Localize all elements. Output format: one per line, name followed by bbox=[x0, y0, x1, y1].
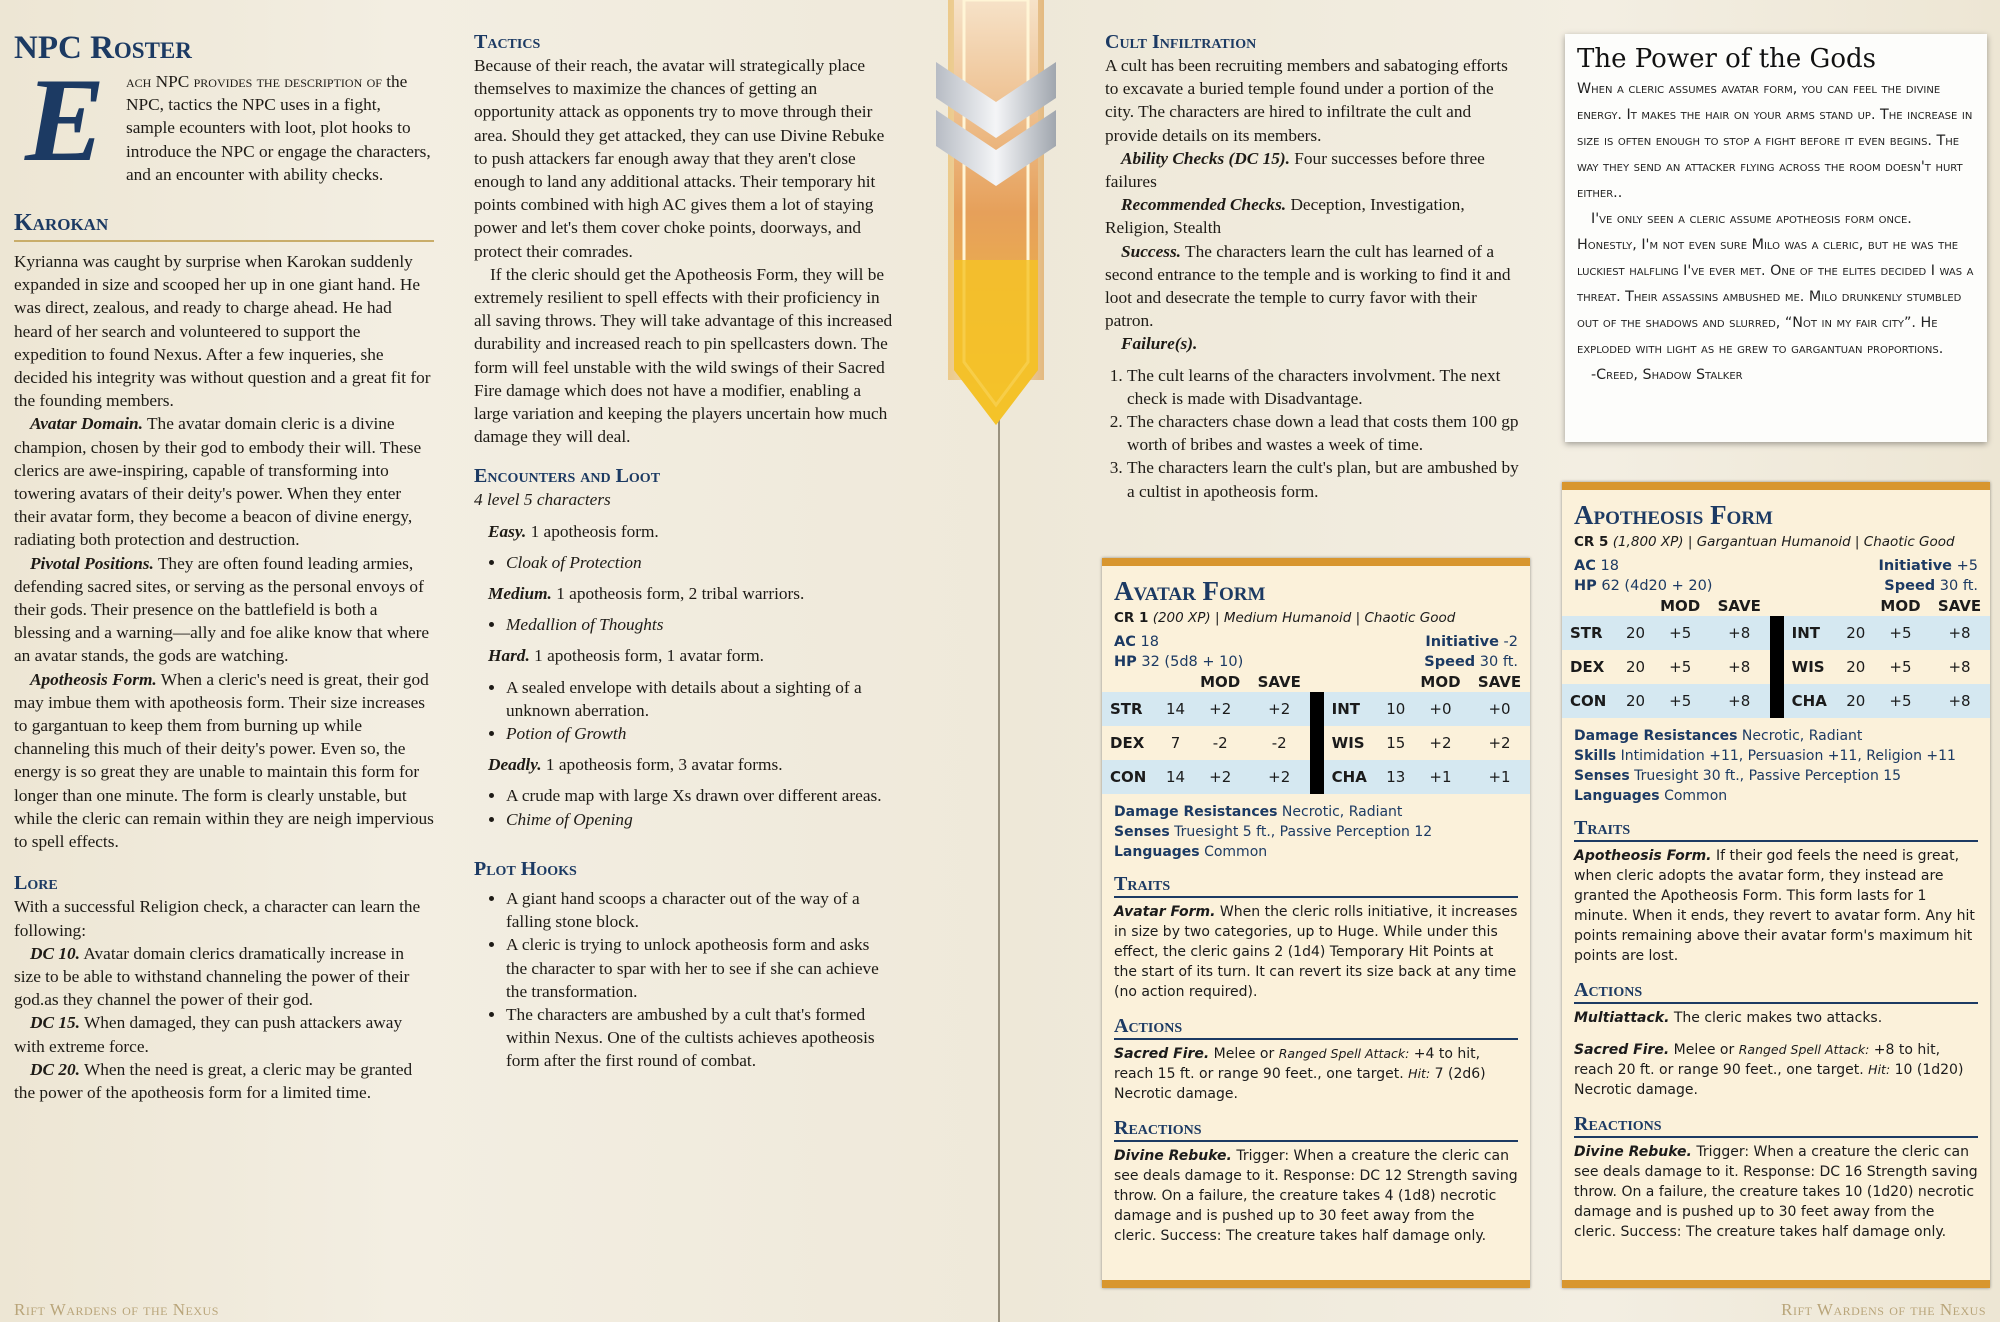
note-p2: I've only seen a cleric assume apotheosis form once. Honestly, I'm not even sure Milo was a cleric, but he was the luckiest halfling I've ever met. One of the elites decided I was a threat. Their assassins ambushed me. Milo drunkenly stumbled out of the shadows and slurred, “Not in my fair city”. He exploded with light as he grew to gargantuan proportions. bbox=[1577, 211, 1974, 357]
hp-speed-row: HP 62 (4d20 + 20) Speed 30 ft. bbox=[1574, 578, 1978, 594]
list-item: • A giant hand scoops a character out of the way of a falling stone block. bbox=[506, 887, 894, 933]
left-column-2 bbox=[474, 30, 894, 1073]
table-row: DEX 7 -2 -2 WIS 15 +2 +2 bbox=[1102, 726, 1530, 760]
karokan-heading: Karokan bbox=[14, 210, 109, 237]
encounter-easy: Easy. 1 apotheosis form. bbox=[488, 521, 659, 541]
encounters-sub: 4 level 5 characters bbox=[474, 490, 611, 510]
note-title: The Power of the Gods bbox=[1577, 44, 1876, 74]
cult-ability-checks: Ability Checks (DC 15). Four successes before three failures bbox=[1105, 148, 1485, 192]
list-item: • A crude map with large Xs drawn over different areas. bbox=[506, 784, 894, 807]
intro-block bbox=[14, 53, 434, 186]
medium-loot-list bbox=[474, 613, 894, 636]
plot-hooks-list bbox=[474, 887, 894, 1073]
deadly-loot-list bbox=[474, 784, 894, 830]
list-item: • The characters are ambushed by a cult that's formed within Nexus. One of the cultists achieves apotheosis form after the first round of combat. bbox=[506, 1003, 894, 1073]
encounter-hard: Hard. 1 apotheosis form, 1 avatar form. bbox=[488, 646, 764, 666]
tactics-p2: If the cleric should get the Apotheosis Form, they will be extremely resilient to spell effects with their proficiency in all saving throws. They will take advantage of this increased durability and increased reach to pin spellcasters down. The form will feel unstable with the wild swings of their Sacred Fire damage which does not have a modifier, enabling a large variation and keeping the players uncertain how much damage they will deal. bbox=[474, 264, 893, 447]
statblock-subtitle: CR 1 (200 XP) | Medium Humanoid | Chaotic Good bbox=[1114, 610, 1456, 626]
note-p1: When a cleric assumes avatar form, you can feel the divine energy. It makes the hair on your arms stand up. The increase in size is often enough to stop a fight before it even begins. The way they send an attacker flying across the room doesn't hurt either.. bbox=[1577, 81, 1973, 201]
statblock-title: Avatar Form bbox=[1114, 576, 1266, 606]
right-page bbox=[1000, 0, 2000, 1322]
encounter-medium: Medium. 1 apotheosis form, 2 tribal warriors. bbox=[488, 584, 805, 604]
statblock-traits: Traits Avatar Form. When the cleric rolls initiative, it increases in size by two categories, up to Huge. While under this effect, the cleric gains 2 (1d4) Temporary Hit Points at the start of its turn. It can revert its size back at any time (no action required). Actions Sacred Fire. Melee or Ranged Spell Attack: +4 to hit, reach 15 ft. or range 90 feet., one target. Hit: 7 (2d6) Necrotic damage. Reactions Divine Rebuke. Trigger: When a creature the cleric can see deals damage to it. Response: DC 12 Strength saving throw. On a failure, the creature takes 4 (1d8) necrotic damage and is pushed up to 30 feet away from the cleric. Success: The creature takes half damage only. bbox=[1114, 873, 1518, 1244]
left-column-1 bbox=[14, 30, 434, 1104]
table-row: CON 20 +5 +8 CHA 20 +5 +8 bbox=[1562, 684, 1990, 718]
lore-heading: Lore bbox=[14, 872, 58, 895]
easy-loot-list bbox=[474, 551, 894, 574]
cult-recommended: Recommended Checks. Deception, Investigation, Religion, Stealth bbox=[1105, 195, 1465, 238]
lore-dc20: DC 20. When the need is great, a cleric may be granted the power of the apotheosis form for a limited time. bbox=[14, 1059, 413, 1102]
apotheosis-form-statblock bbox=[1562, 482, 1990, 1288]
list-item: • Cloak of Protection bbox=[506, 551, 894, 574]
ability-table: MOD SAVE MOD SAVE STR 14 +2 +2 INT 10 +0 +0 DEX 7 -2 -2 WIS 15 +2 +2 CON 14 +2 +2 CHA 13 +1 +1 bbox=[1102, 672, 1530, 794]
cult-failure-list bbox=[1105, 364, 1525, 503]
avatar-domain-para: Avatar Domain. The avatar domain cleric is a divine champion, chosen by their god to embody their will. These clerics are awe-inspiring, capable of transforming into towering avatars of their deity's power. When they enter their avatar form, they become a beacon of divine energy, radiating both protection and destruction. bbox=[14, 414, 422, 550]
ribbon-banner-icon bbox=[936, 0, 1056, 430]
ac-initiative-row: AC 18 Initiative -2 bbox=[1114, 634, 1518, 650]
table-row: STR 20 +5 +8 INT 20 +5 +8 bbox=[1562, 616, 1990, 650]
statblock-properties: Damage Resistances Necrotic, Radiant Skills Intimidation +11, Persuasion +11, Religion +11 Senses Truesight 30 ft., Passive Perception 15 Languages Common bbox=[1574, 728, 1956, 804]
list-item: • Chime of Opening bbox=[506, 808, 894, 831]
lore-dc10: DC 10. Avatar domain clerics dramatically increase in size to be able to withstand channeling the power of their god.as they channel the power of their god. bbox=[14, 943, 410, 1010]
left-footer: Rift Wardens of the Nexus bbox=[14, 1300, 219, 1319]
hard-loot-list bbox=[474, 676, 894, 746]
table-row: CON 14 +2 +2 CHA 13 +1 +1 bbox=[1102, 760, 1530, 794]
cult-heading: Cult Infiltration bbox=[1105, 31, 1257, 53]
list-item: 2. The characters chase down a lead that costs them 100 gp worth of bribes and wastes a week of time. bbox=[1127, 410, 1525, 456]
list-item: • A sealed envelope with details about a sighting of a unknown aberration. bbox=[506, 676, 894, 722]
statblock-traits: Traits Apotheosis Form. If their god feels the need is great, when cleric adopts the avatar form, they instead are granted the Apotheosis Form. This form lasts for 1 minute. When it ends, they revert to avatar form. Any hit points remaining above their avatar form's maximum hit points are lost. Actions Multiattack. The cleric makes two attacks. Sacred Fire. Melee or Ranged Spell Attack: +8 to hit, reach 20 ft. or range 90 feet., one target. Hit: 10 (1d20) Necrotic damage. Reactions Divine Rebuke. Trigger: When a creature the cleric can see deals damage to it. Response: DC 16 Strength saving throw. On a failure, the creature takes 10 (1d20) necrotic damage and is pushed up to 30 feet away from the cleric. Success: The creature takes half damage only. bbox=[1574, 817, 1978, 1240]
lore-intro: With a successful Religion check, a character can learn the following: bbox=[14, 897, 421, 940]
heading-rule bbox=[14, 240, 434, 242]
cult-column bbox=[1105, 30, 1525, 503]
table-row: DEX 20 +5 +8 WIS 20 +5 +8 bbox=[1562, 650, 1990, 684]
hp-speed-row: HP 32 (5d8 + 10) Speed 30 ft. bbox=[1114, 654, 1518, 670]
list-item: • A cleric is trying to unlock apotheosis form and asks the character to spar with her to see if she can achieve the transformation. bbox=[506, 933, 894, 1003]
plot-hooks-heading: Plot Hooks bbox=[474, 857, 577, 880]
list-item: • Medallion of Thoughts bbox=[506, 613, 894, 636]
table-row: STR 14 +2 +2 INT 10 +0 +0 bbox=[1102, 692, 1530, 726]
drop-cap: E bbox=[24, 53, 106, 186]
cult-intro: A cult has been recruiting members and sabatoging efforts to excavate a buried temple found under a portion of the city. The characters are hired to infiltrate the cult and provide details on its members. bbox=[1105, 56, 1508, 145]
list-item: 3. The characters learn the cult's plan, but are ambushed by a cultist in apotheosis form. bbox=[1127, 456, 1525, 502]
encounters-heading: Encounters and Loot bbox=[474, 465, 661, 488]
right-footer: Rift Wardens of the Nexus bbox=[1781, 1300, 1986, 1319]
ability-table: MOD SAVE MOD SAVE STR 20 +5 +8 INT 20 +5 +8 DEX 20 +5 +8 WIS 20 +5 +8 CON 20 +5 +8 CHA 20 +5 +8 bbox=[1562, 596, 1990, 718]
list-item: 1. The cult learns of the characters involvment. The next check is made with Disadvantage. bbox=[1127, 364, 1525, 410]
statblock-subtitle: CR 5 (1,800 XP) | Gargantuan Humanoid | Chaotic Good bbox=[1574, 534, 1955, 550]
statblock-properties: Damage Resistances Necrotic, Radiant Senses Truesight 5 ft., Passive Perception 12 Languages Common bbox=[1114, 804, 1433, 860]
karokan-intro: Kyrianna was caught by surprise when Karokan suddenly expanded in size and scooped her up in one giant hand. He was direct, zealous, and ready to charge ahead. He had heard of her search and volunteered to support the expedition to found Nexus. After a few inqueries, she decided his integrity was without question and a great fit for the founding members. bbox=[14, 252, 431, 411]
tactics-p1: Because of their reach, the avatar will strategically place themselves to maximize the chances of getting an opportunity attack as opponents try to move through their area. Should they get attacked, they can use Divine Rebuke to push attackers far enough away that they aren't close enough to land any additional attacks. Their temporary hit points combined with high AC gives them a lot of staying power and let's them cover choke points, doorways, and protect their comrades. bbox=[474, 56, 885, 261]
avatar-form-statblock bbox=[1102, 558, 1530, 1288]
apotheosis-form-para: Apotheosis Form. When a cleric's need is great, their god may imbue them with apotheosis form. Their size increases to gargantuan to keep them from burning up while channeling this much of their deity's power. Even so, the energy is so great they are unable to maintain this form for longer than one minute. The form is clearly unstable, but while the cleric can remain within they are neigh impervious to spell effects. bbox=[14, 669, 434, 852]
intro-caps: ach NPC provides the description of bbox=[126, 72, 382, 91]
lore-dc15: DC 15. When damaged, they can push attackers away with extreme force. bbox=[14, 1013, 403, 1056]
pivotal-positions-para: Pivotal Positions. They are often found leading armies, defending sacred sites, or serving as the personal envoys of their gods. Their presence on the battlefield is both a blessing and a warning—ally and foe alike know that where an avatar stands, the gods are watching. bbox=[14, 553, 430, 666]
cult-failure: Failure(s). bbox=[1121, 334, 1198, 354]
page-title: NPC Roster bbox=[14, 30, 192, 66]
list-item: • Potion of Growth bbox=[506, 722, 894, 745]
tactics-heading: Tactics bbox=[474, 31, 541, 53]
note-signature: -Creed, Shadow Stalker bbox=[1591, 367, 1743, 383]
ac-initiative-row: AC 18 Initiative +5 bbox=[1574, 558, 1978, 574]
cult-success: Success. The characters learn the cult has learned of a second entrance to the temple and is working to find it and loot and desecrate the temple to curry favor with their patron. bbox=[1105, 241, 1511, 331]
intro-text: the NPC, tactics the NPC uses in a fight, sample ecounters with loot, plot hooks to introduce the NPC or engage the characters, and an encounter with ability checks. bbox=[126, 72, 431, 184]
sidebar-note bbox=[1565, 34, 1987, 442]
encounter-deadly: Deadly. 1 apotheosis form, 3 avatar forms. bbox=[488, 755, 783, 775]
statblock-title: Apotheosis Form bbox=[1574, 500, 1773, 530]
